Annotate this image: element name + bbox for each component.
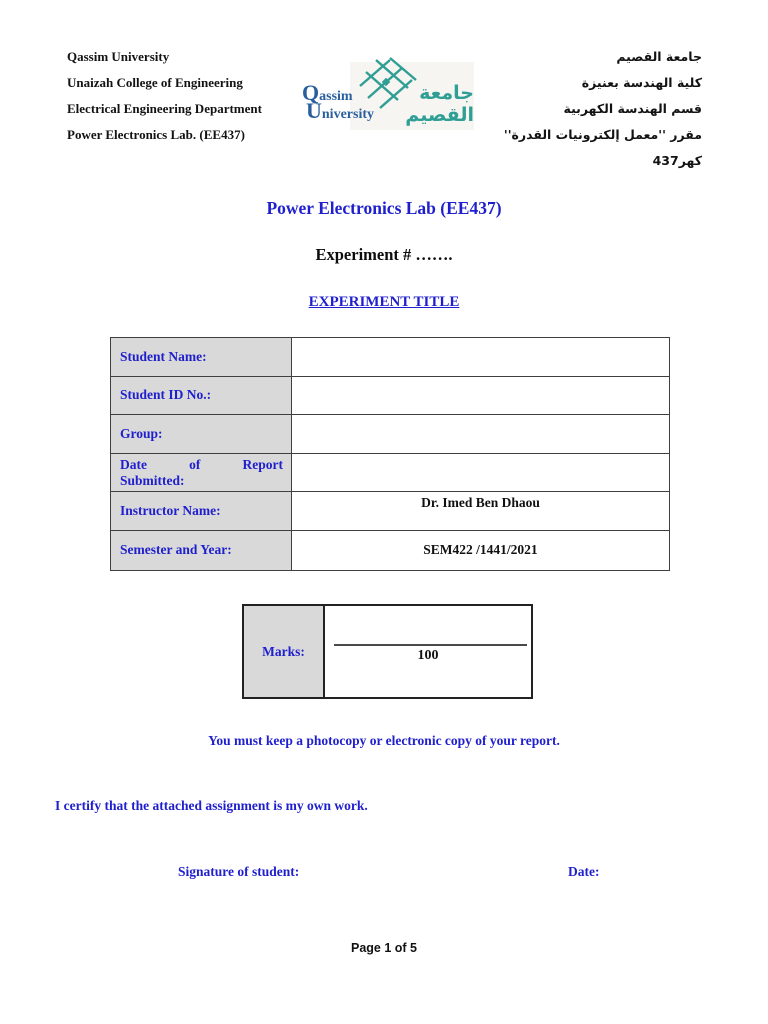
date-label: Date: [568, 864, 600, 879]
logo-word-qassim: Qassim [302, 80, 353, 105]
value-instructor-name: Dr. Imed Ben Dhaou [292, 492, 669, 531]
header-left-block [67, 44, 317, 148]
marks-fraction-line [334, 644, 527, 646]
marks-total: 100 [417, 648, 439, 663]
page-number: Page 1 of 5 [351, 941, 417, 955]
department-name: Electrical Engineering Department [67, 101, 262, 116]
header-right-block [452, 44, 702, 174]
label-student-id: Student ID No.: [111, 377, 292, 416]
marks-label: Marks: [244, 606, 325, 697]
marks-box [242, 604, 533, 699]
marks-value-cell [325, 606, 531, 697]
university-name-arabic: جامعة القصيم [616, 49, 702, 64]
label-instructor-name: Instructor Name: [111, 492, 292, 531]
college-name-arabic: كلية الهندسة بعنيزة [581, 75, 702, 90]
course-name-arabic: مقرر ''معمل إلكترونيات القدرة'' كهر437 [503, 127, 702, 168]
certification-statement: I certify that the attached assignment is my own work. [55, 798, 368, 813]
department-name-arabic: قسم الهندسة الكهربية [563, 101, 702, 116]
photocopy-notice: You must keep a photocopy or electronic copy of your report. [208, 733, 560, 748]
label-group: Group: [111, 415, 292, 454]
page-title: Power Electronics Lab (EE437) [266, 198, 502, 218]
course-name: Power Electronics Lab. (EE437) [67, 127, 245, 142]
value-semester-year: SEM422 /1441/2021 [292, 531, 669, 570]
qassim-university-logo [302, 56, 474, 134]
value-student-name [292, 338, 669, 377]
logo-wordmark [302, 80, 374, 123]
college-name: Unaizah College of Engineering [67, 75, 243, 90]
value-date-of-report [292, 454, 669, 493]
label-date-of-report: Date of Report Submitted: [111, 454, 292, 493]
value-student-id [292, 377, 669, 416]
logo-word-university: University [306, 98, 374, 123]
university-name: Qassim University [67, 49, 170, 64]
value-group [292, 415, 669, 454]
experiment-title-heading: EXPERIMENT TITLE [308, 294, 460, 310]
student-info-table [110, 337, 670, 571]
signature-label: Signature of student: [178, 864, 300, 879]
label-semester-year: Semester and Year: [111, 531, 292, 570]
label-student-name: Student Name: [111, 338, 292, 377]
experiment-number-line: Experiment # ……. [315, 245, 453, 264]
logo-arabic-calligraphy: جامعة القصيم [405, 82, 474, 126]
